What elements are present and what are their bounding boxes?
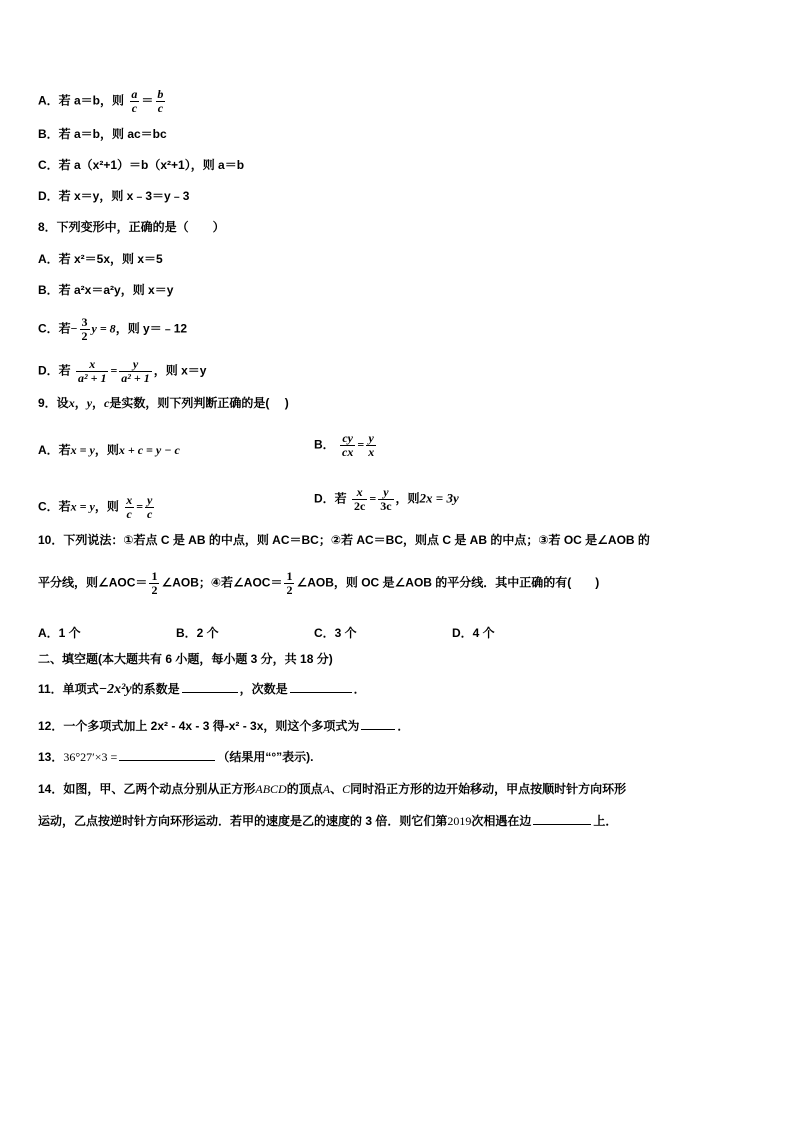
q13-blank[interactable] [119, 748, 215, 761]
q10-line-2: 平分线，则∠AOC＝ $\frac{1}{2}$ ∠AOB；④若∠AOC＝ $\frac{1}{2}$ ∠AOB，则 OC 是∠AOB 的平分线．其中正确的有( ) [38, 569, 600, 597]
q11: 11．单项式−2x²y的系数是 ，次数是 ． [38, 682, 366, 697]
section-2-heading: 二、填空题(本大题共有 6 小题，每小题 3 分，共 18 分) [38, 652, 333, 666]
q12-blank[interactable] [361, 717, 395, 730]
q14-blank[interactable] [533, 812, 591, 825]
q10-option-c: C．3 个 [314, 626, 357, 640]
q7-option-a: A．若 a＝b，则 $\frac{a}{c}$ ＝ $\frac{b}{c}$ [38, 87, 164, 115]
q14-line-1: 14．如图，甲、乙两个动点分别从正方形ABCD的顶点A、C同时沿正方形的边开始移动，甲点按顺时针方向环形 [38, 782, 627, 796]
q14-line-2: 运动，乙点按逆时针方向环形运动．若甲的速度是乙的速度的 3 倍．则它们第2019次相遇在边 上． [38, 814, 618, 828]
q8-option-a: A．若 x²＝5x，则 x＝5 [38, 252, 163, 266]
q9-option-c: C．若x = y，则 $\frac{x}{c}$ = $\frac{y}{c}$ [38, 493, 153, 521]
q11-blank-degree[interactable] [290, 680, 352, 693]
q9-option-d: D．若 $\frac{x}{2c}$ = $\frac{y}{3c}$ ，则2x = 3y [314, 485, 459, 513]
q9-option-b: B． $\frac{cy}{cx}$ = $\frac{y}{x}$ [314, 431, 375, 459]
q10-option-b: B．2 个 [176, 626, 219, 640]
q10-option-a: A．1 个 [38, 626, 81, 640]
q8-option-d: D．若 $\frac{x}{\text{a² + 1}}$ = $\frac{y}{\text{a² + 1}}$ ，则 x＝y [38, 357, 207, 385]
q7-option-c: C．若 a（x²+1）＝b（x²+1），则 a＝b [38, 158, 245, 172]
q8-stem: 8．下列变形中，正确的是（ ） [38, 220, 225, 234]
q8-option-c: C．若− $\frac{3}{2}$ y = 8，则 y＝﹣12 [38, 315, 188, 343]
q10-line-1: 10．下列说法：①若点 C 是 AB 的中点，则 AC＝BC；②若 AC＝BC，则点 C 是 AB 的中点；③若 OC 是∠AOB 的 [38, 533, 650, 547]
q7-option-b: B．若 a＝b，则 ac＝bc [38, 127, 167, 141]
q9-option-a: A．若x = y，则x + c = y − c [38, 443, 180, 457]
q11-blank-coefficient[interactable] [182, 680, 238, 693]
q8-option-b: B．若 a²x＝a²y，则 x＝y [38, 283, 174, 297]
q7-option-d: D．若 x＝y，则 x﹣3＝y﹣3 [38, 189, 190, 203]
q10-option-d: D．4 个 [452, 626, 495, 640]
q9-stem: 9．设x，y，c是实数，则下列判断正确的是( ) [38, 396, 289, 410]
q12: 12．一个多项式加上 2x² - 4x - 3 得-x² - 3x，则这个多项式为 ． [38, 719, 410, 733]
q13: 13．36°27′×3 = （结果用“°”表示). [38, 750, 314, 764]
